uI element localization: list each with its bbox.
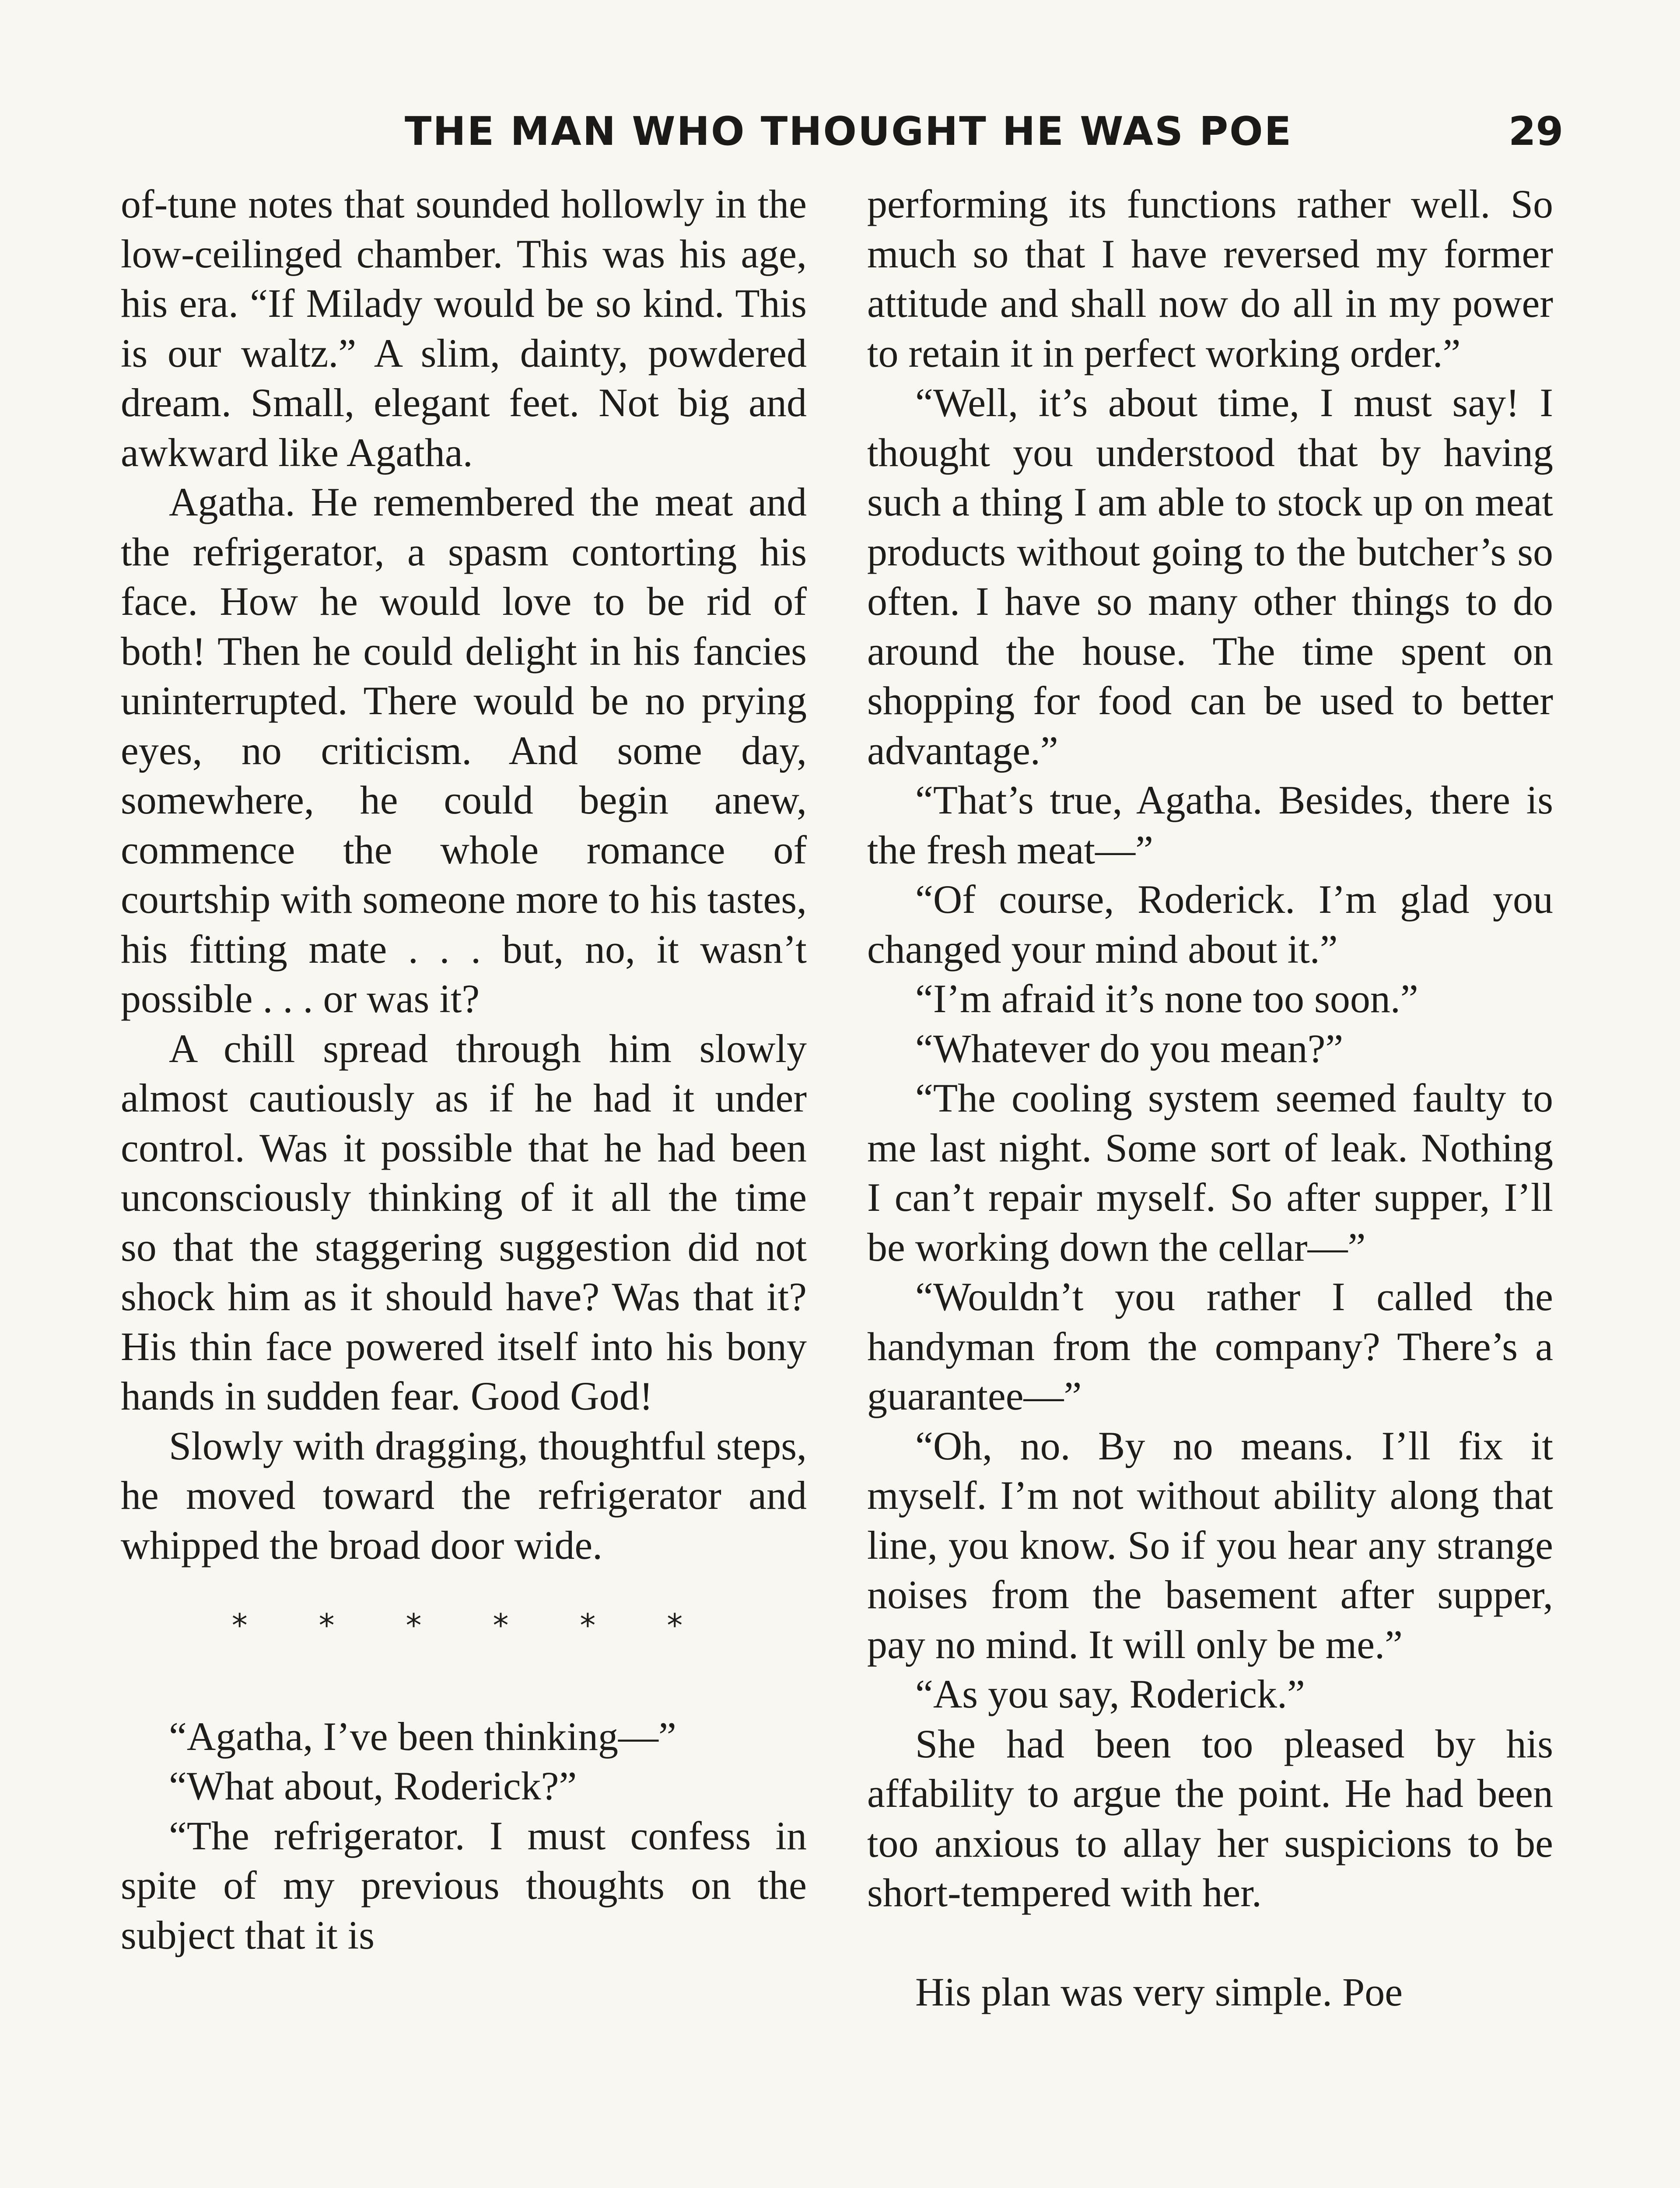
paragraph: of-tune notes that sounded hollowly in the low-ceilinged chamber. This was his age, his era. “If Milady would be so kind. This is our waltz.” A slim, dainty, powdered dream. Small, elegant feet. Not big and awkward like Agatha. — [121, 182, 807, 475]
section-separator: * * * * * * — [231, 1607, 714, 1644]
paragraph: She had been too pleased by his affability to argue the point. He had been too anxious to allay her suspicions to be short-tempered with her. — [867, 1721, 1553, 1915]
paragraph: “As you say, Roderick.” — [915, 1672, 1305, 1716]
paragraph: “That’s true, Agatha. Besides, there is the fresh meat—” — [867, 778, 1553, 872]
paragraph: Slowly with dragging, thoughtful steps, he moved toward the refrigerator and whipped the broad door wide. — [121, 1423, 807, 1567]
paragraph: “I’m afraid it’s none too soon.” — [915, 976, 1418, 1021]
paragraph: His plan was very simple. Poe — [915, 1969, 1403, 2014]
paragraph: “Well, it’s about time, I must say! I thought you understood that by having such a thing I am able to stock up on meat products without going to the butcher’s so often. I have so many other things to do around the house. The time spent on shopping for food can be used to better advantage.” — [867, 380, 1553, 773]
paragraph: performing its functions rather well. So much so that I have reversed my former attitude and shall now do all in my power to retain it in perfect working order.” — [867, 182, 1553, 375]
paragraph: Agatha. He remembered the meat and the refrigerator, a spasm contorting his face. How he would love to be rid of both! Then he could delight in his fancies uninterrupted. There would be no prying eyes, no criticism. And some day, somewhere, he could begin anew, commence the whole romance of courtship with someone more to his tastes, his fitting mate . . . but, no, it wasn’t possible . . . or was it? — [121, 480, 807, 1021]
running-header — [0, 105, 1680, 166]
paragraph: “The refrigerator. I must confess in spite of my previous thoughts on the subject that it is — [121, 1813, 807, 1957]
paragraph-gap — [867, 1918, 1553, 1967]
right-column — [867, 179, 1553, 2017]
page-number: 29 — [1508, 109, 1564, 154]
paragraph: “What about, Roderick?” — [169, 1764, 577, 1808]
paragraph: “The cooling system seemed faulty to me last night. Some sort of leak. Nothing I can’t repair myself. So after supper, I’ll be working down the cellar—” — [867, 1076, 1553, 1269]
paragraph: “Wouldn’t you rather I called the handyman from the company? There’s a guarantee—” — [867, 1274, 1553, 1418]
paragraph: “Agatha, I’ve been thinking—” — [169, 1714, 676, 1759]
left-column — [121, 179, 807, 1960]
paragraph: “Of course, Roderick. I’m glad you changed your mind about it.” — [867, 877, 1553, 971]
paragraph: “Oh, no. By no means. I’ll fix it myself. I’m not without ability along that line, you know. So if you hear any strange noises from the basement after supper, pay no mind. It will only be me.” — [867, 1423, 1553, 1667]
paragraph: A chill spread through him slowly almost cautiously as if he had it under control. Was it possible that he had been unconsciously thinking of it all the time so that the staggering suggestion did not shock him as it should have? Was that it? His thin face powered itself into his bony hands in sudden fear. Good God! — [121, 1026, 807, 1418]
paragraph: “Whatever do you mean?” — [915, 1026, 1344, 1071]
running-title: THE MAN WHO THOUGHT HE WAS POE — [405, 109, 1293, 154]
